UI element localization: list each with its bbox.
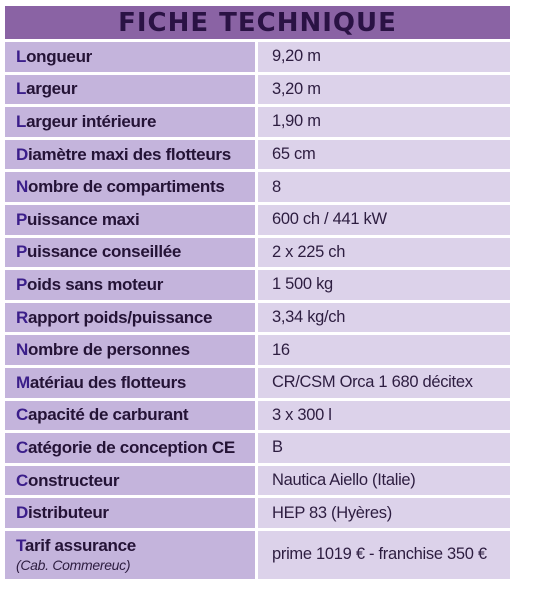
spec-label <box>5 205 258 235</box>
spec-label <box>5 498 258 528</box>
table-row <box>5 107 510 140</box>
spec-label-initial: P <box>16 209 28 229</box>
spec-label-text: argeur intérieure <box>26 111 157 131</box>
spec-label-line <box>16 405 255 425</box>
spec-label-initial: R <box>16 307 28 327</box>
spec-value: B <box>258 433 510 463</box>
table-row <box>5 42 510 75</box>
spec-label-initial: P <box>16 242 28 262</box>
spec-label <box>5 368 258 398</box>
spec-table <box>5 42 510 582</box>
spec-label-line <box>16 471 255 491</box>
spec-label-line <box>16 503 255 523</box>
spec-label-text: ombre de compartiments <box>27 177 225 197</box>
spec-label-initial: D <box>16 503 28 523</box>
spec-label-line <box>16 308 255 328</box>
spec-label-line <box>16 210 255 230</box>
spec-label-initial: L <box>16 111 27 131</box>
spec-label-initial: T <box>16 536 25 556</box>
spec-label-text: oids sans moteur <box>27 274 164 294</box>
spec-label-initial: C <box>16 470 28 490</box>
spec-value: CR/CSM Orca 1 680 décitex <box>258 368 510 398</box>
spec-label-initial: C <box>16 437 28 457</box>
spec-label-line <box>16 438 255 458</box>
spec-label-initial: D <box>16 144 28 164</box>
spec-label <box>5 401 258 431</box>
sheet-title: FICHE TECHNIQUE <box>5 6 510 42</box>
spec-label <box>5 270 258 300</box>
spec-label <box>5 107 258 137</box>
spec-label-line <box>16 47 255 67</box>
table-row <box>5 466 510 499</box>
spec-label <box>5 531 258 579</box>
spec-label-initial: P <box>16 274 28 294</box>
table-row <box>5 335 510 368</box>
table-row <box>5 75 510 108</box>
spec-label-text: uissance conseillée <box>27 242 182 262</box>
table-row <box>5 140 510 173</box>
spec-label-text: argeur <box>26 79 78 99</box>
spec-value: 8 <box>258 172 510 202</box>
spec-label-line <box>16 242 255 262</box>
spec-value: 16 <box>258 335 510 365</box>
spec-value: 2 x 225 ch <box>258 238 510 268</box>
table-row <box>5 205 510 238</box>
table-row <box>5 498 510 531</box>
spec-label <box>5 172 258 202</box>
spec-label-line <box>16 145 255 165</box>
table-row <box>5 433 510 466</box>
spec-label-text: apport poids/puissance <box>27 307 213 327</box>
spec-value: 3 x 300 l <box>258 401 510 431</box>
spec-value: HEP 83 (Hyères) <box>258 498 510 528</box>
spec-label-line <box>16 112 255 132</box>
spec-sheet <box>5 6 510 582</box>
spec-value: 3,34 kg/ch <box>258 303 510 333</box>
spec-label-initial: N <box>16 340 28 360</box>
spec-label <box>5 466 258 496</box>
spec-value: 9,20 m <box>258 42 510 72</box>
table-row <box>5 238 510 271</box>
table-row <box>5 531 510 582</box>
spec-label-text: apacité de carburant <box>27 405 189 425</box>
spec-value: 65 cm <box>258 140 510 170</box>
spec-label-line <box>16 340 255 360</box>
spec-value: 600 ch / 441 kW <box>258 205 510 235</box>
spec-label-line <box>16 373 255 393</box>
spec-label-line <box>16 275 255 295</box>
spec-label <box>5 42 258 72</box>
spec-label-text: atériau des flotteurs <box>29 372 187 392</box>
spec-value: 3,20 m <box>258 75 510 105</box>
spec-value: Nautica Aiello (Italie) <box>258 466 510 496</box>
spec-label-text: istributeur <box>27 503 109 523</box>
spec-label-text: uissance maxi <box>27 209 140 229</box>
table-row <box>5 401 510 434</box>
spec-label-initial: N <box>16 177 28 197</box>
table-row <box>5 270 510 303</box>
table-row <box>5 172 510 205</box>
spec-label-initial: M <box>16 372 30 392</box>
spec-label <box>5 433 258 463</box>
spec-label-initial: C <box>16 405 28 425</box>
spec-value: prime 1019 € - franchise 350 € <box>258 531 510 579</box>
spec-label-line <box>16 79 255 99</box>
spec-label <box>5 75 258 105</box>
table-row <box>5 368 510 401</box>
spec-label-text: arif assurance <box>24 536 136 556</box>
spec-value: 1,90 m <box>258 107 510 137</box>
spec-label-text: ombre de personnes <box>27 340 190 360</box>
spec-label <box>5 335 258 365</box>
spec-label-initial: L <box>16 46 27 66</box>
spec-label-text: iamètre maxi des flotteurs <box>27 144 231 164</box>
spec-value: 1 500 kg <box>258 270 510 300</box>
spec-label <box>5 238 258 268</box>
spec-label-note: (Cab. Commereuc) <box>16 557 131 574</box>
spec-label <box>5 303 258 333</box>
spec-label-text: atégorie de conception CE <box>27 437 235 457</box>
spec-label-text: ongueur <box>26 46 92 66</box>
table-row <box>5 303 510 336</box>
spec-label-line <box>16 177 255 197</box>
spec-label-line <box>16 536 255 556</box>
spec-label-text: onstructeur <box>27 470 120 490</box>
spec-label-initial: L <box>16 79 27 99</box>
spec-label <box>5 140 258 170</box>
